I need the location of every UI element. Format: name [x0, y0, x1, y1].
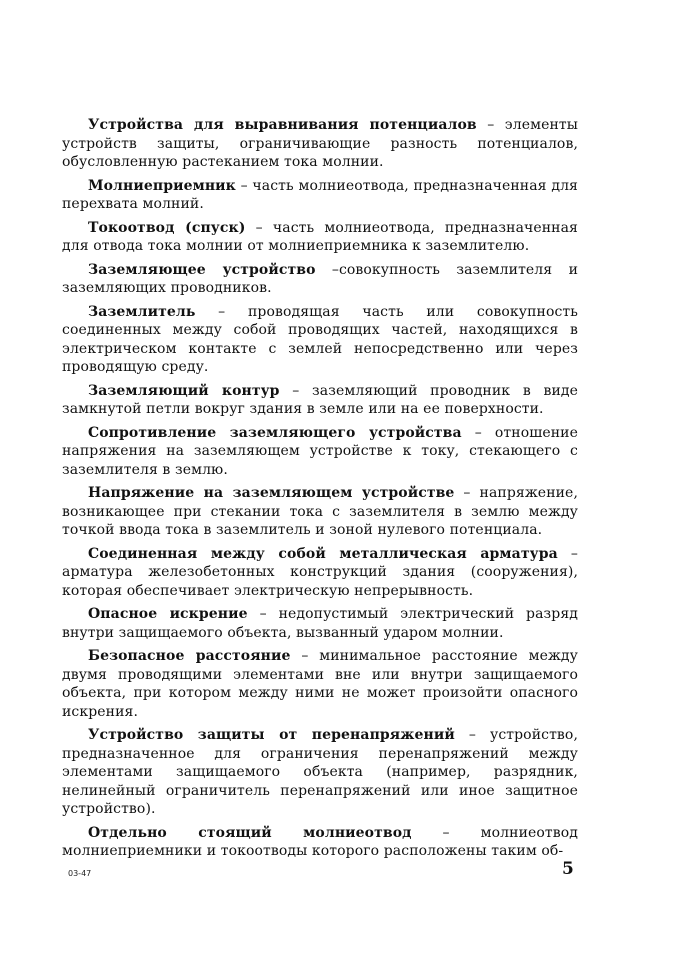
definition-term: Заземляющее устройство — [88, 261, 316, 278]
definition-term: Устройства для выравнивания потенциалов — [88, 117, 477, 133]
definition-text: – арматура железобетонных конструкций здания (сооружения), которая обеспечивает электрическую непрерывность. — [62, 545, 579, 599]
definition-paragraph — [62, 177, 578, 214]
definition-term: Заземляющий контур — [88, 382, 280, 399]
definition-paragraph — [62, 484, 578, 540]
definition-text: – устройство, предназначенное для ограничения перенапряжений между элементами защищаемого объекта (например, разрядник, нелинейный ограничитель перенапряжений или иное защитное устройство). — [62, 727, 578, 817]
definition-paragraph — [62, 824, 578, 861]
definition-text: –совокупность заземлителя и заземляющих проводников. — [62, 261, 579, 296]
definition-term: Отдельно стоящий молниеотвод — [88, 824, 412, 841]
definition-text: – молниеотвод молниеприемники и токоотводы которого расположены таким об- — [62, 824, 578, 859]
footer-code: 03-47 — [68, 869, 92, 878]
definition-paragraph — [62, 303, 578, 377]
definition-paragraph — [62, 545, 578, 601]
definition-text: – отношение напряжения на заземляющем устройстве к току, стекающего с заземлителя в землю. — [62, 424, 578, 478]
definition-text: – часть молниеотвода, предназначенная для отвода тока молнии от молниеприемника к заземлителю. — [62, 219, 578, 254]
definition-text: – проводящая часть или совокупность соединенных между собой проводящих частей, находящихся в электрическом контакте с землей непосредственно или через проводящую среду. — [62, 303, 578, 375]
definition-paragraph — [62, 424, 578, 480]
definition-text: – напряжение, возникающее при стекании тока с заземлителя в землю между точкой ввода тока в заземлитель и зоной нулевого потенциала. — [62, 485, 578, 538]
definition-text: – заземляющий проводник в виде замкнутой петли вокруг здания в земле или на ее поверхности. — [62, 382, 578, 417]
definition-paragraph — [62, 605, 578, 642]
definition-term: Опасное искрение — [88, 606, 248, 622]
page-number: 5 — [562, 859, 574, 879]
definition-text: – часть молниеотвода, предназначенная для перехвата молний. — [62, 177, 578, 212]
definition-term: Напряжение на заземляющем устройстве — [88, 485, 455, 501]
definition-paragraph — [62, 219, 578, 256]
definition-text: – элементы устройств защиты, ограничивающие разность потенциалов, обусловленную растеканием тока молнии. — [62, 117, 578, 170]
definition-paragraph — [62, 382, 578, 419]
definition-term: Сопротивление заземляющего устройства — [88, 424, 462, 441]
definition-term: Токоотвод (спуск) — [88, 219, 246, 236]
definition-paragraph — [62, 726, 578, 819]
definition-term: Заземлитель — [88, 303, 196, 320]
definition-paragraph — [62, 647, 578, 721]
definition-paragraph — [62, 261, 578, 298]
definition-text: – минимальное расстояние между двумя проводящими элементами вне или внутри защищаемого объекта, при котором между ними не может произойти опасного искрения. — [62, 648, 578, 720]
definition-term: Безопасное расстояние — [88, 648, 291, 664]
definition-paragraph — [62, 116, 578, 172]
definition-text: – недопустимый электрический разряд внутри защищаемого объекта, вызванный ударом молнии. — [62, 606, 579, 641]
definition-term: Соединенная между собой металлическая арматура — [88, 545, 558, 562]
document-page — [62, 116, 578, 866]
definition-term: Устройство защиты от перенапряжений — [88, 727, 455, 743]
definition-term: Молниеприемник — [88, 177, 236, 194]
